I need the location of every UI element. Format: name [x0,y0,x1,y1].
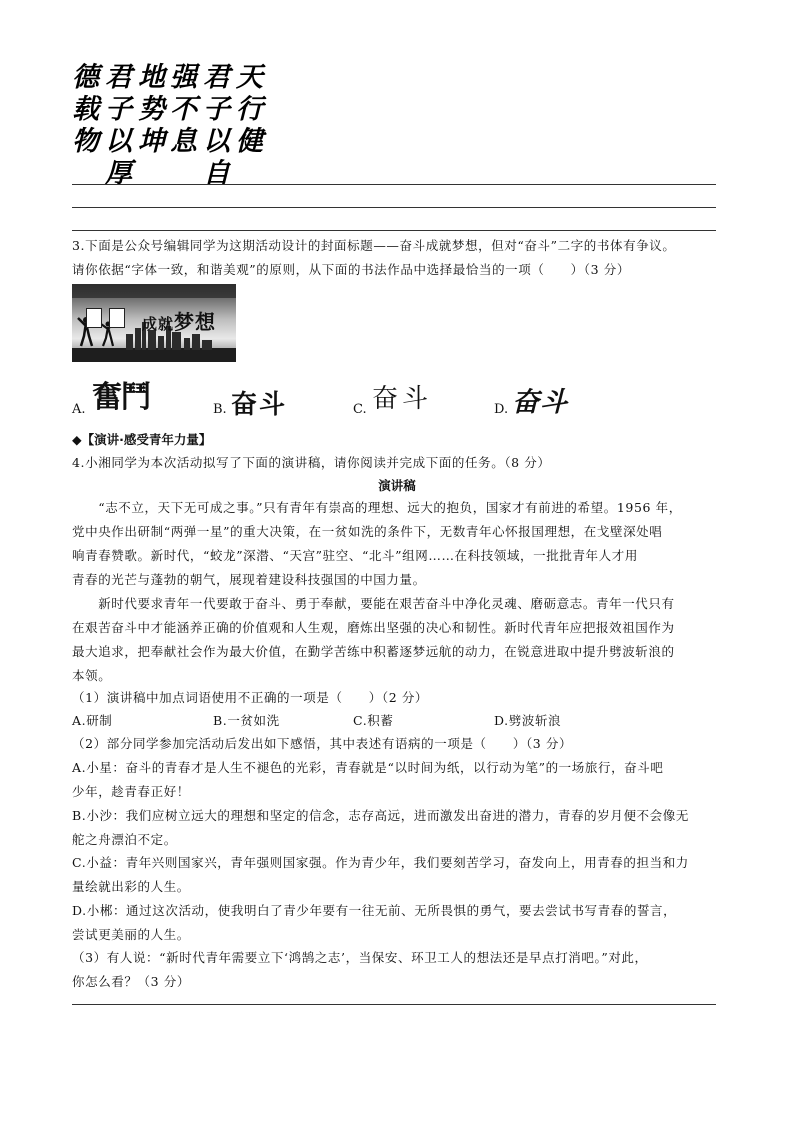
cover-title [142,306,216,335]
q4-sub1: （1）演讲稿中加点词语使用不正确的一项是（ ）（2 分） [72,690,429,705]
speech-p2-line-1: 新时代要求青年一代要敢于奋斗、勇于奉献，要能在艰苦奋斗中净化灵魂、磨砺意志。青年一代只有 [72,596,675,611]
calligraphy-char: 地 [138,62,165,93]
q3-text-line-1: 3.下面是公众号编辑同学为这期活动设计的封面标题——奋斗成就梦想，但对“奋斗”二字的书体有争议。 [72,238,676,253]
speech-p2-line-2: 在艰苦奋斗中才能涵养正确的价值观和人生观，磨炼出坚强的决心和韧性。新时代青年应把报效祖国作为 [72,620,675,635]
option-b-glyph[interactable]: 奋斗 [231,390,288,420]
option-a-glyph[interactable]: 奮鬥 [92,380,150,415]
calligraphy-char: 德 [72,62,99,93]
calligraphy-char: 不 [170,94,197,125]
option-d-glyph[interactable]: 奋斗 [512,387,568,418]
calligraphy-char: 载 [72,94,99,125]
section-heading: ◆【演讲·感受青年力量】 [72,432,212,447]
calligraphy-char: 天 [236,62,263,93]
calligraphy-char: 子 [203,94,230,125]
calligraphy-char: 自 [203,158,230,189]
speech-p1-line-2: 党中央作出研制“两弹一星”的重大决策，在一贫如洗的条件下，无数青年心怀报国理想，在戈壁深处唱 [72,524,663,539]
speech-title: 演讲稿 [378,478,416,493]
q4-intro: 4.小湘同学为本次活动拟写了下面的演讲稿，请你阅读并完成下面的任务。（8 分） [72,455,551,470]
sub2-option-a-line-1[interactable]: A.小星：奋斗的青春才是人生不褪色的光彩，青春就是“以时间为纸，以行动为笔”的一场旅行，奋斗吧 [72,760,664,775]
option-c-glyph[interactable]: 奋斗 [372,384,433,414]
cover-image [72,284,236,362]
calligraphy-char: 强 [170,62,197,93]
answer-line-4[interactable] [72,1004,716,1005]
calligraphy-char: 以 [203,126,230,157]
calligraphy-char: 健 [236,126,263,157]
speech-p1-line-4: 青春的光芒与蓬勃的朝气，展现着建设科技强国的中国力量。 [72,572,426,587]
calligraphy-artwork [72,62,268,189]
speech-p1-line-3: 响青春赞歌。新时代，“蛟龙”深潜、“天宫”驻空、“北斗”组网……在科技领域，一批批青年人才用 [72,548,638,563]
answer-line-1[interactable] [72,184,716,185]
q4-sub3-line-2: 你怎么看？（3 分） [72,974,190,989]
speech-p2-line-4: 本领。 [72,668,112,683]
sub2-option-b-line-2[interactable]: 舵之舟漂泊不定。 [72,832,177,847]
cover-title-small: 成就 [142,315,175,333]
calligraphy-char: 子 [105,94,132,125]
calligraphy-column-6 [72,62,104,158]
option-b-label[interactable]: B. [213,402,227,417]
calligraphy-char: 坤 [138,126,165,157]
calligraphy-char: 息 [170,126,197,157]
sub2-option-c-line-2[interactable]: 量绘就出彩的人生。 [72,879,190,894]
sub2-option-a-line-2[interactable]: 少年，趁青春正好！ [72,784,190,799]
blank-box-1 [86,308,102,328]
q4-sub3-line-1: （3）有人说：“新时代青年需要立下‘鸿鹄之志’，当保安、环卫工人的想法还是早点打消吧。”对此， [72,950,648,965]
q3-text-line-2: 请你依据“字体一致，和谐美观”的原则，从下面的书法作品中选择最恰当的一项（ ）（3 分） [72,262,630,277]
answer-line-2[interactable] [72,207,716,208]
calligraphy-char: 君 [105,62,132,93]
blank-box-2 [109,308,125,328]
calligraphy-column-3 [170,62,202,158]
speech-p1-line-1: “志不立，天下无可成之事。”只有青年有崇高的理想、远大的抱负，国家才有前进的希望。1956 年， [72,500,682,515]
sub1-option-d[interactable]: D.劈波斩浪 [494,713,562,728]
calligraphy-char: 以 [105,126,132,157]
q4-sub2: （2）部分同学参加完活动后发出如下感悟，其中表述有语病的一项是（ ）（3 分） [72,736,573,751]
option-a-label[interactable]: A. [72,402,86,417]
cover-title-big: 梦想 [174,310,217,334]
answer-line-3[interactable] [72,230,716,231]
sub2-option-d-line-1[interactable]: D.小郴：通过这次活动，使我明白了青少年要有一往无前、无所畏惧的勇气，要去尝试书写青春的誓言， [72,903,677,918]
calligraphy-column-4 [138,62,170,158]
calligraphy-column-2 [203,62,235,190]
calligraphy-column-5 [105,62,137,190]
calligraphy-char: 势 [138,94,165,125]
sub1-option-b[interactable]: B.一贫如洗 [213,713,280,728]
sub2-option-b-line-1[interactable]: B.小沙：我们应树立远大的理想和坚定的信念，志存高远，进而激发出奋进的潜力，青春的岁月便不会像无 [72,808,689,823]
sub1-option-c[interactable]: C.积蓄 [353,713,394,728]
speech-p2-line-3: 最大追求，把奉献社会作为最大价值，在勤学苦练中积蓄逐梦远航的动力，在锐意进取中提升劈波斩浪的 [72,644,675,659]
calligraphy-char: 行 [236,94,263,125]
calligraphy-column-1 [236,62,268,158]
sub2-option-c-line-1[interactable]: C.小益：青年兴则国家兴，青年强则国家强。作为青少年，我们要刻苦学习，奋发向上，用青春的担当和力 [72,855,689,870]
sub1-option-a[interactable]: A.研制 [72,713,113,728]
calligraphy-char: 物 [72,126,99,157]
calligraphy-char: 厚 [105,158,132,189]
option-d-label[interactable]: D. [494,402,509,417]
option-c-label[interactable]: C. [353,402,367,417]
sub2-option-d-line-2[interactable]: 尝试更美丽的人生。 [72,927,190,942]
calligraphy-char: 君 [203,62,230,93]
